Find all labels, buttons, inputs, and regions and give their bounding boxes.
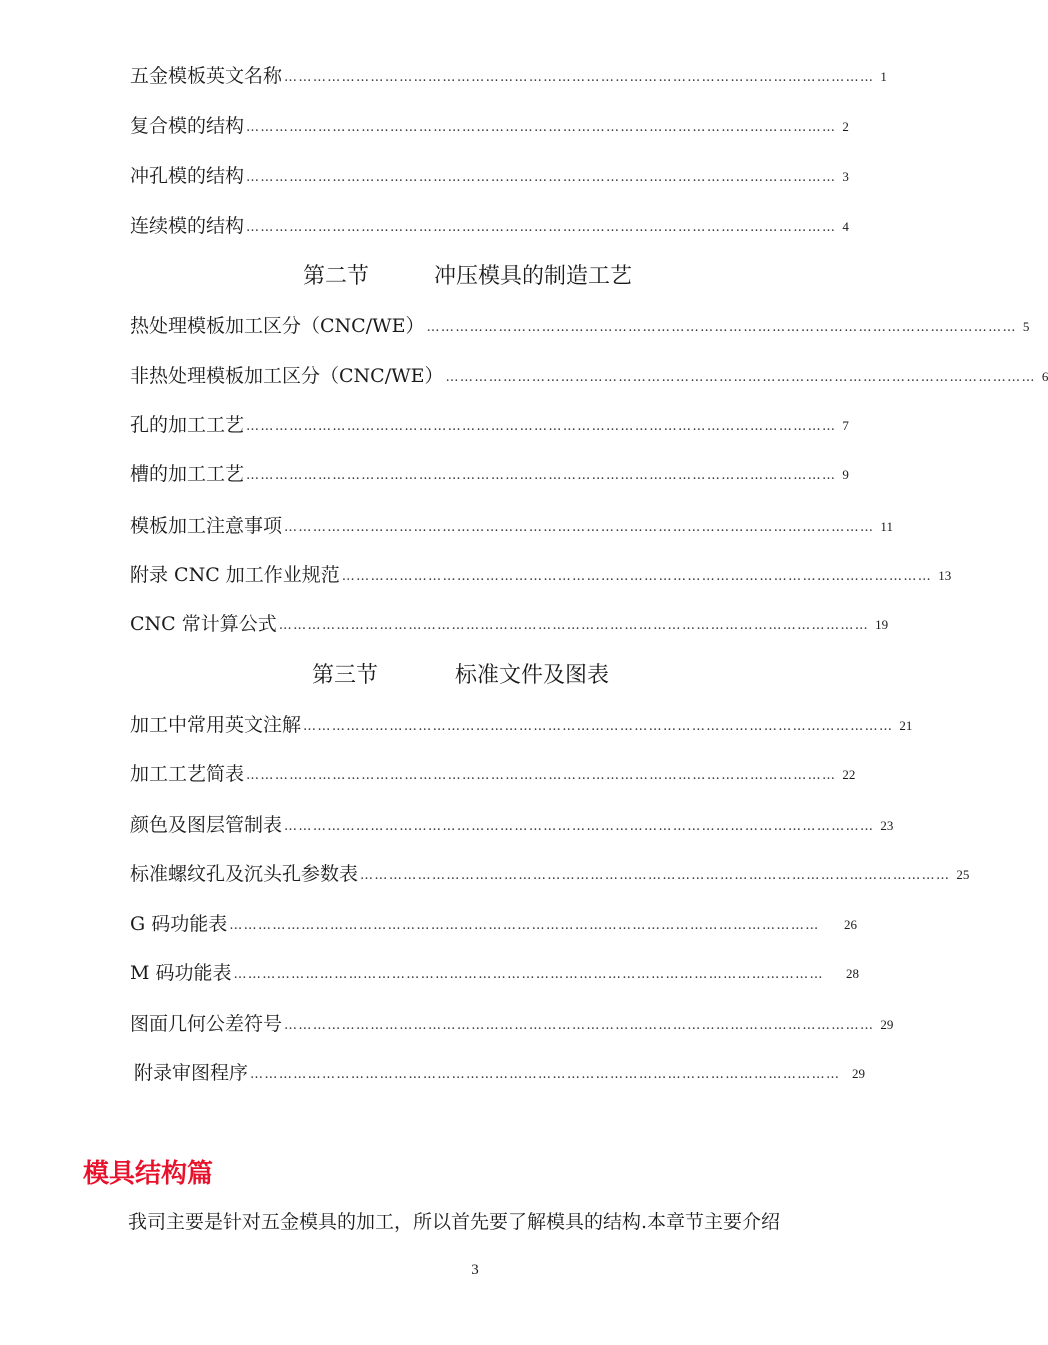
toc-entry-title: 复合模的结构 [130, 115, 245, 137]
toc-entry[interactable] [130, 162, 849, 188]
toc-entry-title: 加工中常用英文注解 [130, 714, 302, 736]
toc-entry-page: 21 [899, 718, 913, 733]
toc-entry[interactable] [130, 860, 970, 886]
toc-leader-dots: …………………………………………………………………………………………………………… [233, 967, 824, 982]
toc-entry-page: 6 [1041, 369, 1048, 384]
toc-leader-dots: …………………………………………………………………………………………………………… [278, 618, 870, 633]
body-paragraph: 我司主要是针对五金模具的加工，所以首先要了解模具的结构.本章节主要介绍 [128, 1211, 781, 1233]
toc-entry-title: 槽的加工工艺 [130, 463, 245, 485]
toc-entry[interactable] [130, 1010, 894, 1036]
toc-entry[interactable] [130, 561, 952, 587]
section-name: 冲压模具的制造工艺 [434, 264, 633, 289]
toc-leader-dots: …………………………………………………………………………………………………………… [246, 120, 837, 135]
toc-entry-page: 9 [842, 467, 849, 482]
toc-entry-page: 26 [844, 917, 857, 932]
section-label: 第三节 [312, 663, 379, 688]
toc-entry-page: 2 [842, 119, 849, 134]
toc-entry-page: 22 [842, 767, 856, 782]
toc-leader-dots: …………………………………………………………………………………………………………… [284, 819, 875, 834]
toc-entry-page: 19 [875, 617, 889, 632]
toc-entry-page: 11 [880, 519, 893, 534]
toc-entry-page: 4 [842, 219, 849, 234]
toc-entry-title: 孔的加工工艺 [130, 414, 245, 436]
toc-entry[interactable] [130, 212, 849, 238]
section-heading [303, 259, 632, 290]
toc-entry[interactable] [130, 711, 913, 737]
toc-leader-dots: …………………………………………………………………………………………………………… [250, 1067, 841, 1082]
toc-entry-page: 13 [938, 568, 952, 583]
section-heading [312, 658, 609, 689]
toc-entry-page: 23 [880, 818, 894, 833]
toc-entry-title: 模板加工注意事项 [130, 515, 283, 537]
chapter-title: 模具结构篇 [83, 1159, 214, 1189]
toc-entry[interactable] [130, 411, 865, 437]
toc-leader-dots: …………………………………………………………………………………………………………… [284, 520, 875, 535]
toc-leader-dots: …………………………………………………………………………………………………………… [246, 419, 837, 434]
toc-entry-title: 五金模板英文名称 [130, 65, 283, 87]
toc-leader-dots: …………………………………………………………………………………………………………… [426, 320, 1017, 335]
toc-leader-dots: …………………………………………………………………………………………………………… [284, 1018, 875, 1033]
toc-entry-title: M 码功能表 [130, 962, 232, 984]
toc-entry-title: 颜色及图层管制表 [130, 814, 283, 836]
toc-entry-title: 加工工艺简表 [130, 763, 245, 785]
toc-leader-dots: …………………………………………………………………………………………………………… [360, 868, 951, 883]
page-number: 3 [471, 1262, 479, 1278]
section-label: 第二节 [303, 264, 370, 289]
toc-entry-title: 连续模的结构 [130, 215, 245, 237]
toc-entry-title: G 码功能表 [130, 913, 228, 935]
section-name: 标准文件及图表 [455, 663, 610, 688]
toc-entry-page: 25 [956, 867, 970, 882]
toc-entry-title: 冲孔模的结构 [130, 165, 245, 187]
toc-entry-title: 附录审图程序 [134, 1062, 249, 1084]
toc-entry-page: 5 [1022, 319, 1030, 334]
toc-entry-page: 28 [846, 966, 859, 981]
toc-entry-title: 图面几何公差符号 [130, 1013, 283, 1035]
toc-entry-page: 29 [880, 1017, 894, 1032]
toc-entry[interactable] [134, 1059, 886, 1085]
toc-entry[interactable] [130, 112, 849, 138]
toc-entry-page: 29 [852, 1066, 865, 1081]
toc-leader-dots: …………………………………………………………………………………………………………… [284, 70, 875, 85]
toc-entry[interactable] [130, 959, 880, 985]
toc-entry[interactable] [130, 362, 1048, 388]
toc-entry-page: 3 [842, 169, 849, 184]
toc-entry-title: 热处理模板加工区分（CNC/WE） [130, 315, 425, 337]
toc-entry-title: CNC 常计算公式 [130, 613, 277, 635]
toc-entry[interactable] [130, 910, 878, 936]
toc-leader-dots: …………………………………………………………………………………………………………… [246, 170, 837, 185]
toc-entry-page: 7 [842, 418, 849, 433]
toc-entry[interactable] [130, 460, 865, 486]
toc-leader-dots: …………………………………………………………………………………………………………… [246, 768, 837, 783]
toc-leader-dots: …………………………………………………………………………………………………………… [246, 468, 837, 483]
toc-entry[interactable] [130, 62, 887, 88]
toc-entry[interactable] [130, 610, 889, 636]
toc-entry[interactable] [130, 512, 893, 538]
toc-leader-dots: …………………………………………………………………………………………………………… [341, 569, 933, 584]
toc-leader-dots: …………………………………………………………………………………………………………… [229, 918, 820, 933]
toc-leader-dots: …………………………………………………………………………………………………………… [303, 719, 894, 734]
toc-entry-title: 附录 CNC 加工作业规范 [130, 564, 340, 586]
toc-entry-title: 标准螺纹孔及沉头孔参数表 [130, 863, 359, 885]
toc-leader-dots: …………………………………………………………………………………………………………… [246, 220, 837, 235]
toc-entry-title: 非热处理模板加工区分（CNC/WE） [130, 365, 444, 387]
toc-entry[interactable] [130, 811, 894, 837]
toc-entry-page: 1 [880, 69, 887, 84]
toc-entry[interactable] [130, 312, 1030, 338]
toc-entry[interactable] [130, 760, 876, 786]
toc-leader-dots: …………………………………………………………………………………………………………… [445, 370, 1036, 385]
